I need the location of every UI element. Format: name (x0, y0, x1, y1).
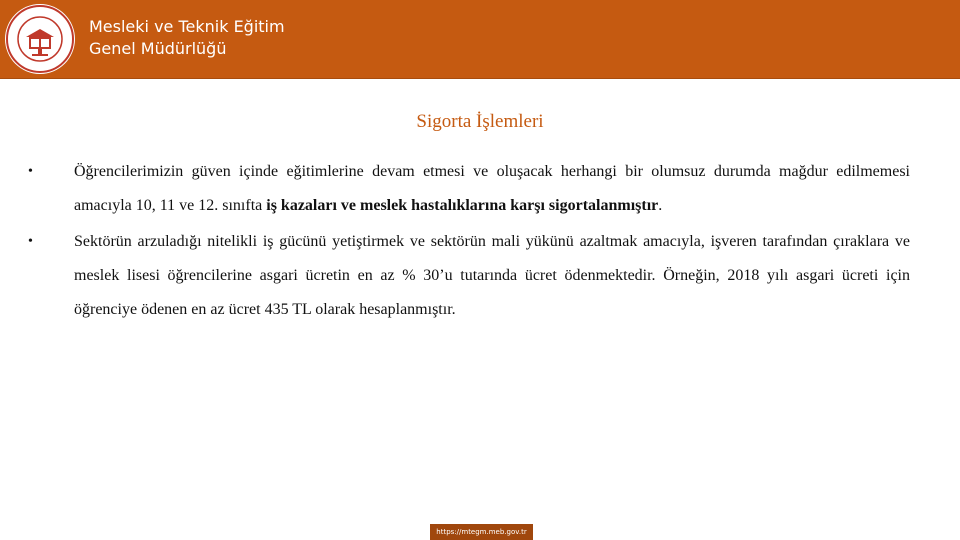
org-name-line-2: Genel Müdürlüğü (89, 39, 227, 58)
org-name-line-1: Mesleki ve Teknik Eğitim (89, 17, 285, 36)
slide-content (24, 155, 910, 329)
bullet-text-end: . (658, 197, 663, 214)
bullet-dot-icon: • (28, 234, 33, 249)
meb-seal-icon (4, 3, 76, 75)
bullet-text: Sektörün arzuladığı nitelikli iş gücünü yetiştirmek ve sektörün mali yükünü azaltmak amacıyla, işveren tarafından çıraklara ve meslek lisesi öğrencilerine asgari ücretin en az % 30’u tutarında ücret ödenmektedir. Örneğin, 2018 yılı asgari ücreti için öğrenciye ödenen en az ücret 435 TL olarak hesaplanmıştır. (74, 233, 910, 318)
bullet-text: Öğrencilerimizin güven içinde eğitimlerine devam etmesi ve oluşacak herhangi bir olumsuz durumda mağdur edilmemesi amacıyla 10, 11 ve 12. sınıfta (74, 163, 910, 214)
bullet-item (24, 155, 910, 223)
footer-url-link[interactable]: https://mtegm.meb.gov.tr (430, 524, 533, 540)
organization-name (89, 16, 285, 60)
bullet-dot-icon: • (28, 164, 33, 179)
header-bar (0, 0, 960, 79)
bullet-item (24, 225, 910, 327)
slide-title: Sigorta İşlemleri (416, 111, 544, 132)
bullet-bold-text: iş kazaları ve meslek hastalıklarına karşı sigortalanmıştır (266, 197, 659, 214)
